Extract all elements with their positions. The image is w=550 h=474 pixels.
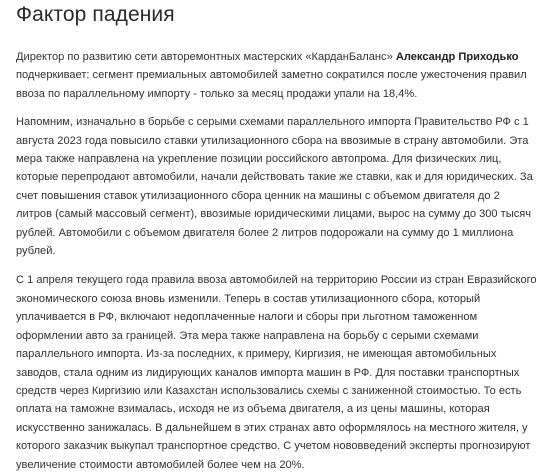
- paragraph-text-quote: подчеркивает: сегмент премиальных автомобилей заметно сократился после ужесточения правил ввоза по параллельному импорту - только за месяц продажи упали на 18,4%.: [16, 69, 527, 100]
- paragraph-eaeu-rules: С 1 апреля текущего года правила ввоза автомобилей на территорию России из стран Евразийского экономического союза вновь изменили. Теперь в состав утилизационного сбора, который уплачивается в РФ, включают недоплаченные налоги и сборы при льготном таможенном оформлении авто за границей. Эта мера также направлена на борьбу с серыми схемами параллельного импорта. Из-за последних, к примеру, Киргизия, не имеющая автомобильных заводов, стала одним из лидирующих каналов импорта машин в РФ. Для поставки транспортных средств через Киргизию или Казахстан использовались схемы с заниженной стоимостью. То есть оплата на таможне взималась, исходя не из объема двигателя, а из цены машины, которая искусственно занижалась. В дальнейшем в этих странах авто оформлялось на местного жителя, у которого заказчик выкупал транспортное средство. С учетом нововведений эксперты прогнозируют увеличение стоимости автомобилей более чем на 20%.: [16, 274, 537, 471]
- paragraph-recycling-fee: Напомним, изначально в борьбе с серыми схемами параллельного импорта Правительство РФ с 1 августа 2023 года повысило ставки утилизационного сбора на ввозимые в страну автомобили. Эта мера также направлена на укрепление позиции российского автопрома. Для физических лиц, которые перепродают автомобили, начали действовать такие же ставки, как и для юридических. За счет повышения ставок утилизационного сбора ценник на машины с объемом двигателя до 2 литров (самый массовый сегмент), ввозимые юридическими лицами, вырос на сумму до 300 тысяч рублей. Автомобили с объемом двигателя более 2 литров подорожали на сумму до 1 миллиона рублей.: [16, 116, 533, 258]
- paragraph-text-intro: Директор по развитию сети авторемонтных мастерских «КарданБаланс»: [16, 51, 396, 63]
- paragraph-director-quote: [16, 48, 538, 103]
- person-name: Александр Приходько: [395, 51, 519, 63]
- section-heading: Фактор падения: [16, 3, 175, 26]
